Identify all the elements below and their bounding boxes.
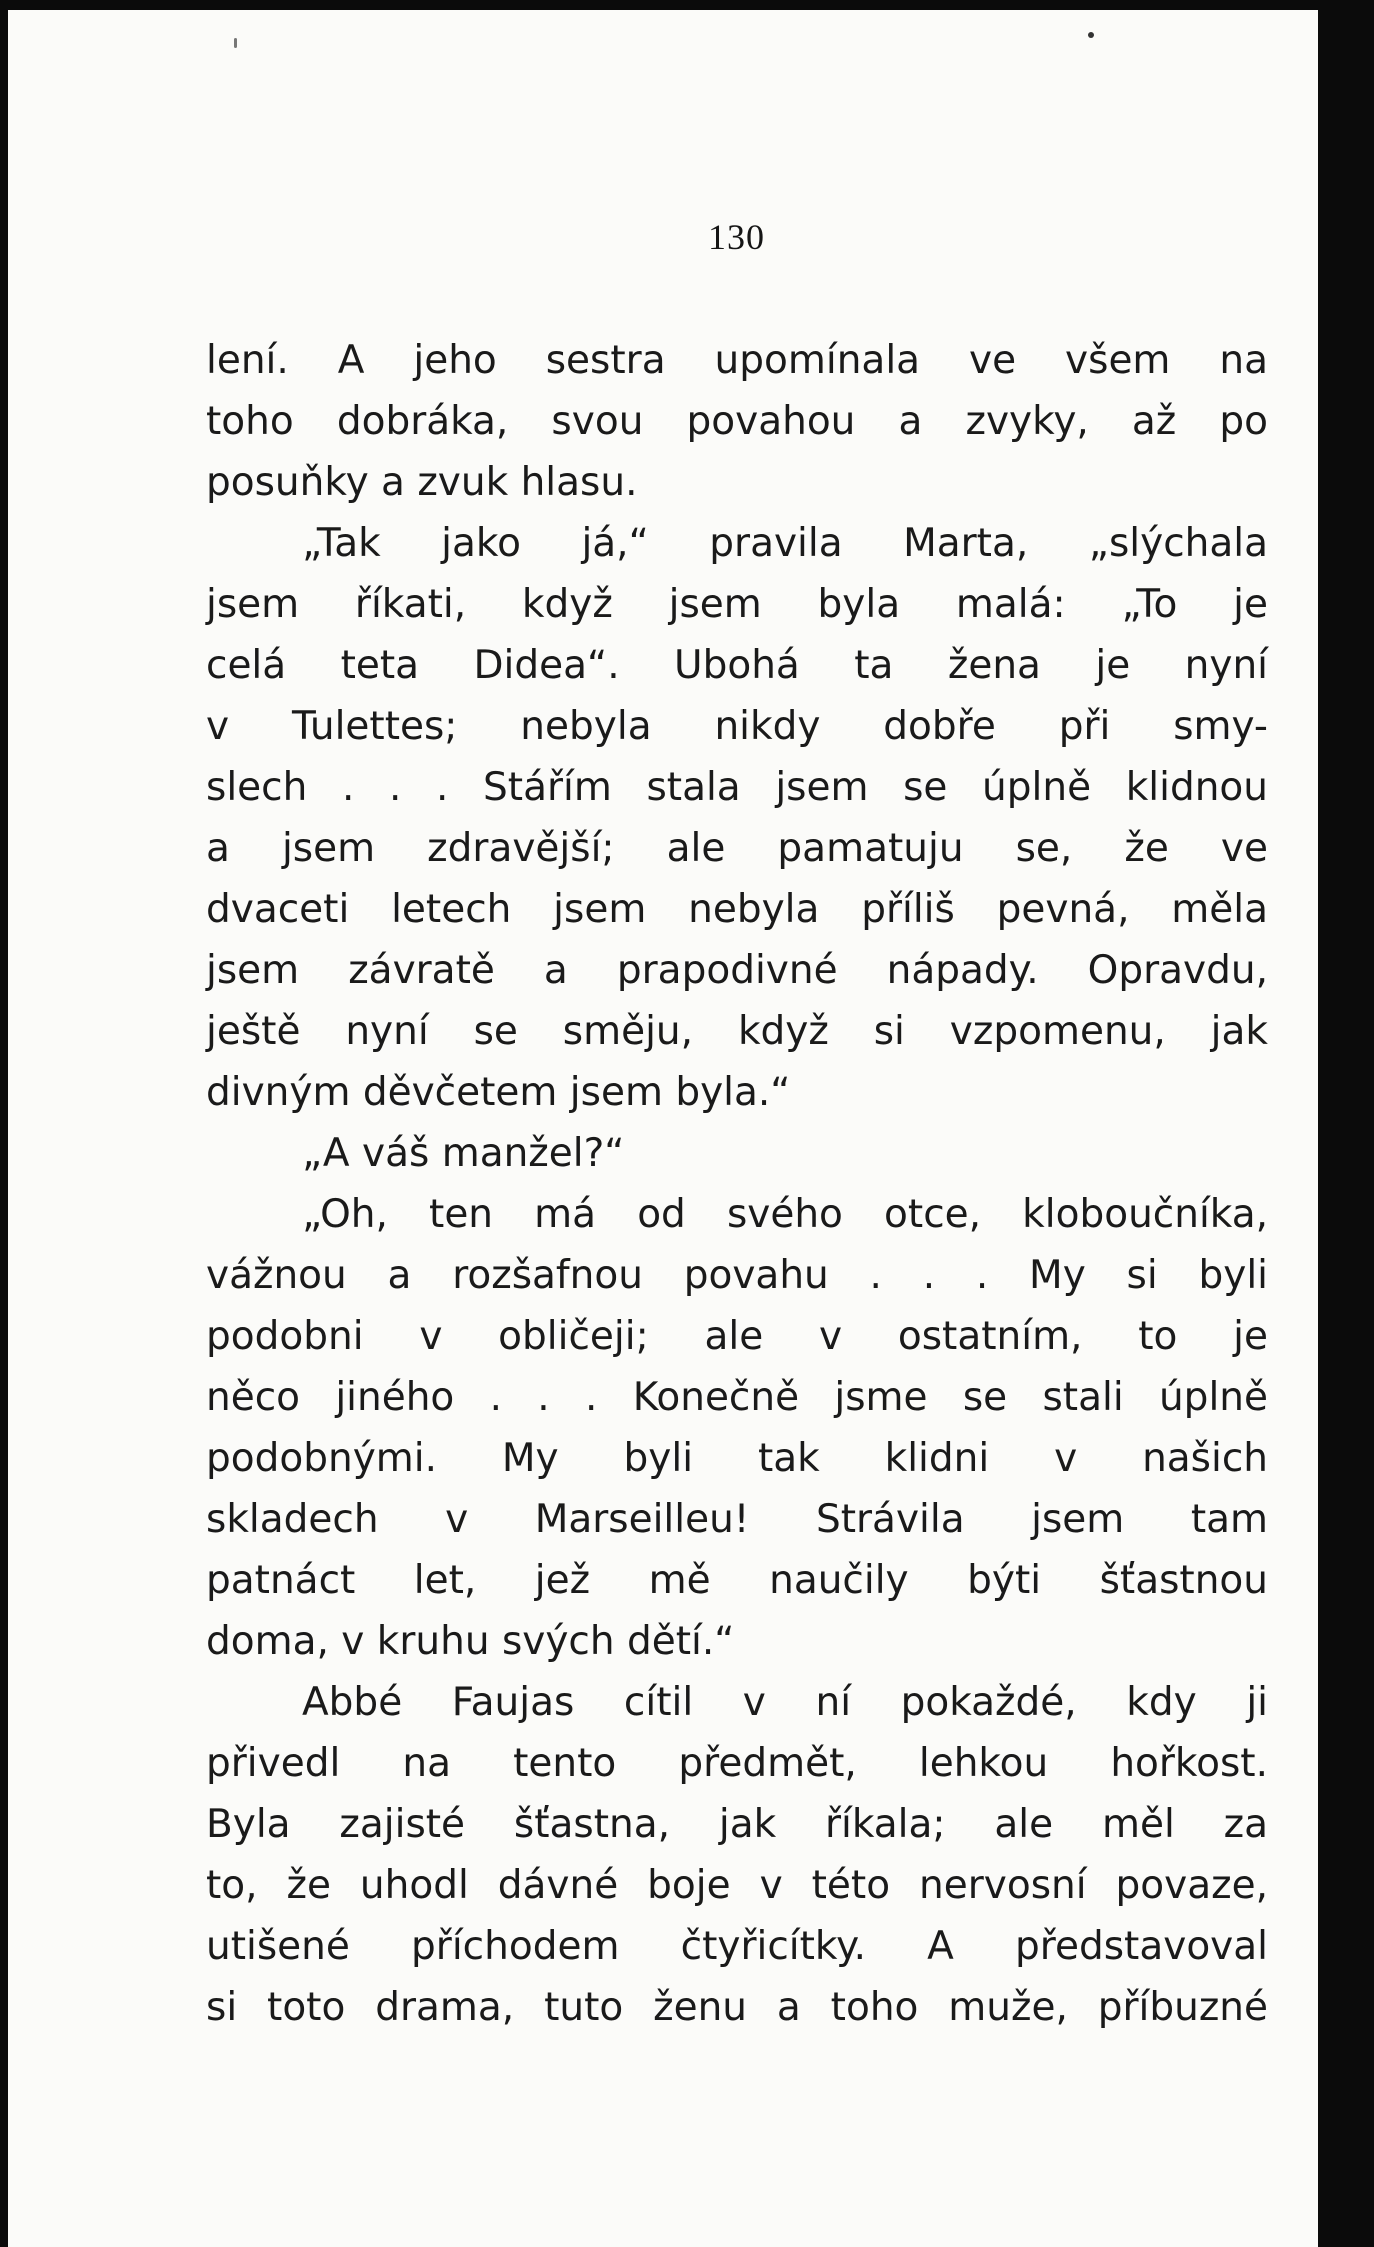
text-line: podobni v obličeji; ale v ostatním, to je (206, 1314, 1268, 1359)
dust-speck (1088, 32, 1094, 38)
text-line: „Tak jako já,“ pravila Marta, „slýchala (302, 521, 1268, 566)
text-line: doma, v kruhu svých dětí.“ (206, 1619, 735, 1664)
text-line: slech . . . Stářím stala jsem se úplně klidnou (206, 765, 1268, 810)
text-line: Abbé Faujas cítil v ní pokaždé, kdy ji (302, 1680, 1268, 1725)
text-line: skladech v Marseilleu! Strávila jsem tam (206, 1497, 1268, 1542)
text-line: podobnými. My byli tak klidni v našich (206, 1436, 1268, 1481)
text-line: a jsem zdravější; ale pamatuju se, že ve (206, 826, 1268, 871)
text-line: posuňky a zvuk hlasu. (206, 460, 638, 505)
page-number: 130 (708, 217, 765, 257)
text-line: patnáct let, jež mě naučily býti šťastnou (206, 1558, 1268, 1603)
text-line: Byla zajisté šťastna, jak říkala; ale měl za (206, 1802, 1268, 1847)
text-line: toho dobráka, svou povahou a zvyky, až po (206, 399, 1268, 444)
body-text (206, 330, 1268, 2038)
dust-speck (234, 38, 237, 48)
text-line: divným děvčetem jsem byla.“ (206, 1070, 791, 1115)
text-line: ještě nyní se směju, když si vzpomenu, jak (206, 1009, 1268, 1054)
text-line: v Tulettes; nebyla nikdy dobře při smy- (206, 704, 1268, 749)
text-line: utišené příchodem čtyřicítky. A představoval (206, 1924, 1268, 1969)
book-page (8, 10, 1346, 2247)
text-line: „A váš manžel?“ (302, 1131, 625, 1176)
page-edge-shadow (1318, 10, 1346, 2247)
text-line: to, že uhodl dávné boje v této nervosní povaze, (206, 1863, 1268, 1908)
text-line: vážnou a rozšafnou povahu . . . My si byli (206, 1253, 1268, 1298)
text-line: přivedl na tento předmět, lehkou hořkost. (206, 1741, 1268, 1786)
text-line: celá teta Didea“. Ubohá ta žena je nyní (206, 643, 1268, 688)
text-line: dvaceti letech jsem nebyla příliš pevná, měla (206, 887, 1268, 932)
text-line: jsem závratě a prapodivné nápady. Opravdu, (206, 948, 1268, 993)
text-line: si toto drama, tuto ženu a toho muže, příbuzné (206, 1985, 1268, 2030)
text-line: něco jiného . . . Konečně jsme se stali úplně (206, 1375, 1268, 1420)
text-line: jsem říkati, když jsem byla malá: „To je (206, 582, 1268, 627)
text-line: lení. A jeho sestra upomínala ve všem na (206, 338, 1268, 383)
text-line: „Oh, ten má od svého otce, kloboučníka, (302, 1192, 1268, 1237)
